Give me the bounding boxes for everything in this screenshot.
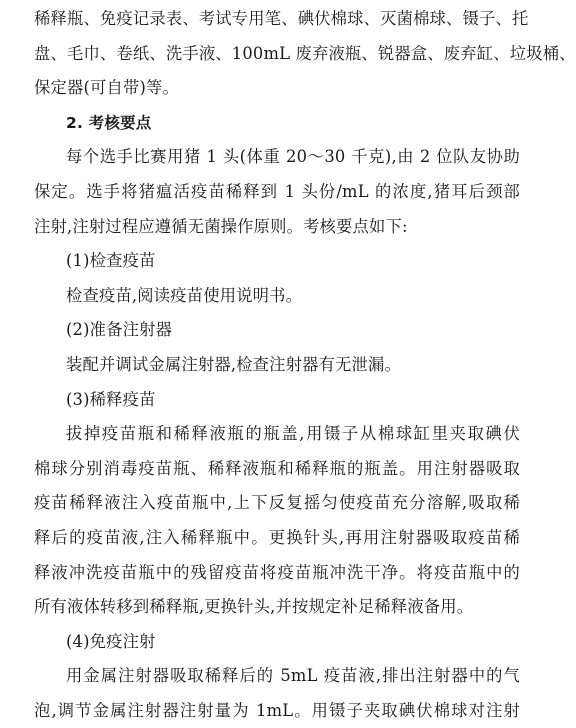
body-text-line: 疫苗稀释液注入疫苗瓶中,上下反复摇匀使疫苗充分溶解,吸取稀 (34, 493, 520, 513)
body-text-line: 盘、毛巾、卷纸、洗手液、100mL 废弃液瓶、锐器盒、废弃缸、垃圾桶、 (34, 43, 576, 63)
subheading-immunization: (4)免疫注射 (66, 631, 156, 651)
subheading-prepare-syringe: (2)准备注射器 (66, 320, 173, 340)
body-text-line: 装配并调试金属注射器,检查注射器有无泄漏。 (66, 354, 402, 374)
body-text-line: 保定。选手将猪瘟活疫苗稀释到 1 头份/mL 的浓度,猪耳后颈部 (34, 181, 520, 201)
paragraph-start-line: 拔掉疫苗瓶和稀释液瓶的瓶盖,用镊子从棉球缸里夹取碘伏 (66, 424, 520, 444)
subheading-dilute-vaccine: (3)稀释疫苗 (66, 389, 156, 409)
body-text-line: 注射,注射过程应遵循无菌操作原则。考核要点如下: (34, 216, 408, 236)
body-text-line: 释液冲洗疫苗瓶中的残留疫苗将疫苗瓶冲洗干净。将疫苗瓶中的 (34, 562, 520, 582)
body-text-line: 所有液体转移到稀释瓶,更换针头,并按规定补足稀释液备用。 (34, 597, 474, 617)
body-text-line: 棉球分别消毒疫苗瓶、稀释液瓶和稀释瓶的瓶盖。用注射器吸取 (34, 458, 520, 478)
body-text-line: 泡,调节金属注射器注射量为 1mL。用镊子夹取碘伏棉球对注射 (34, 700, 520, 720)
body-text-line: 释后的疫苗液,注入稀释瓶中。更换针头,再用注射器吸取疫苗稀 (34, 527, 520, 547)
body-text-line: 保定器(可自带)等。 (34, 78, 179, 98)
body-text-line: 稀释瓶、免疫记录表、考试专用笔、碘伏棉球、灭菌棉球、镊子、托 (34, 9, 529, 28)
paragraph-start-line: 每个选手比赛用猪 1 头(体重 20～30 千克),由 2 位队友协助 (66, 147, 520, 167)
paragraph-start-line: 用金属注射器吸取稀释后的 5mL 疫苗液,排出注射器中的气 (66, 666, 520, 686)
body-text-line: 检查疫苗,阅读疫苗使用说明书。 (66, 285, 303, 305)
document-page (34, 0, 576, 728)
subheading-check-vaccine: (1)检查疫苗 (66, 251, 156, 271)
section-heading: 2. 考核要点 (66, 113, 152, 132)
